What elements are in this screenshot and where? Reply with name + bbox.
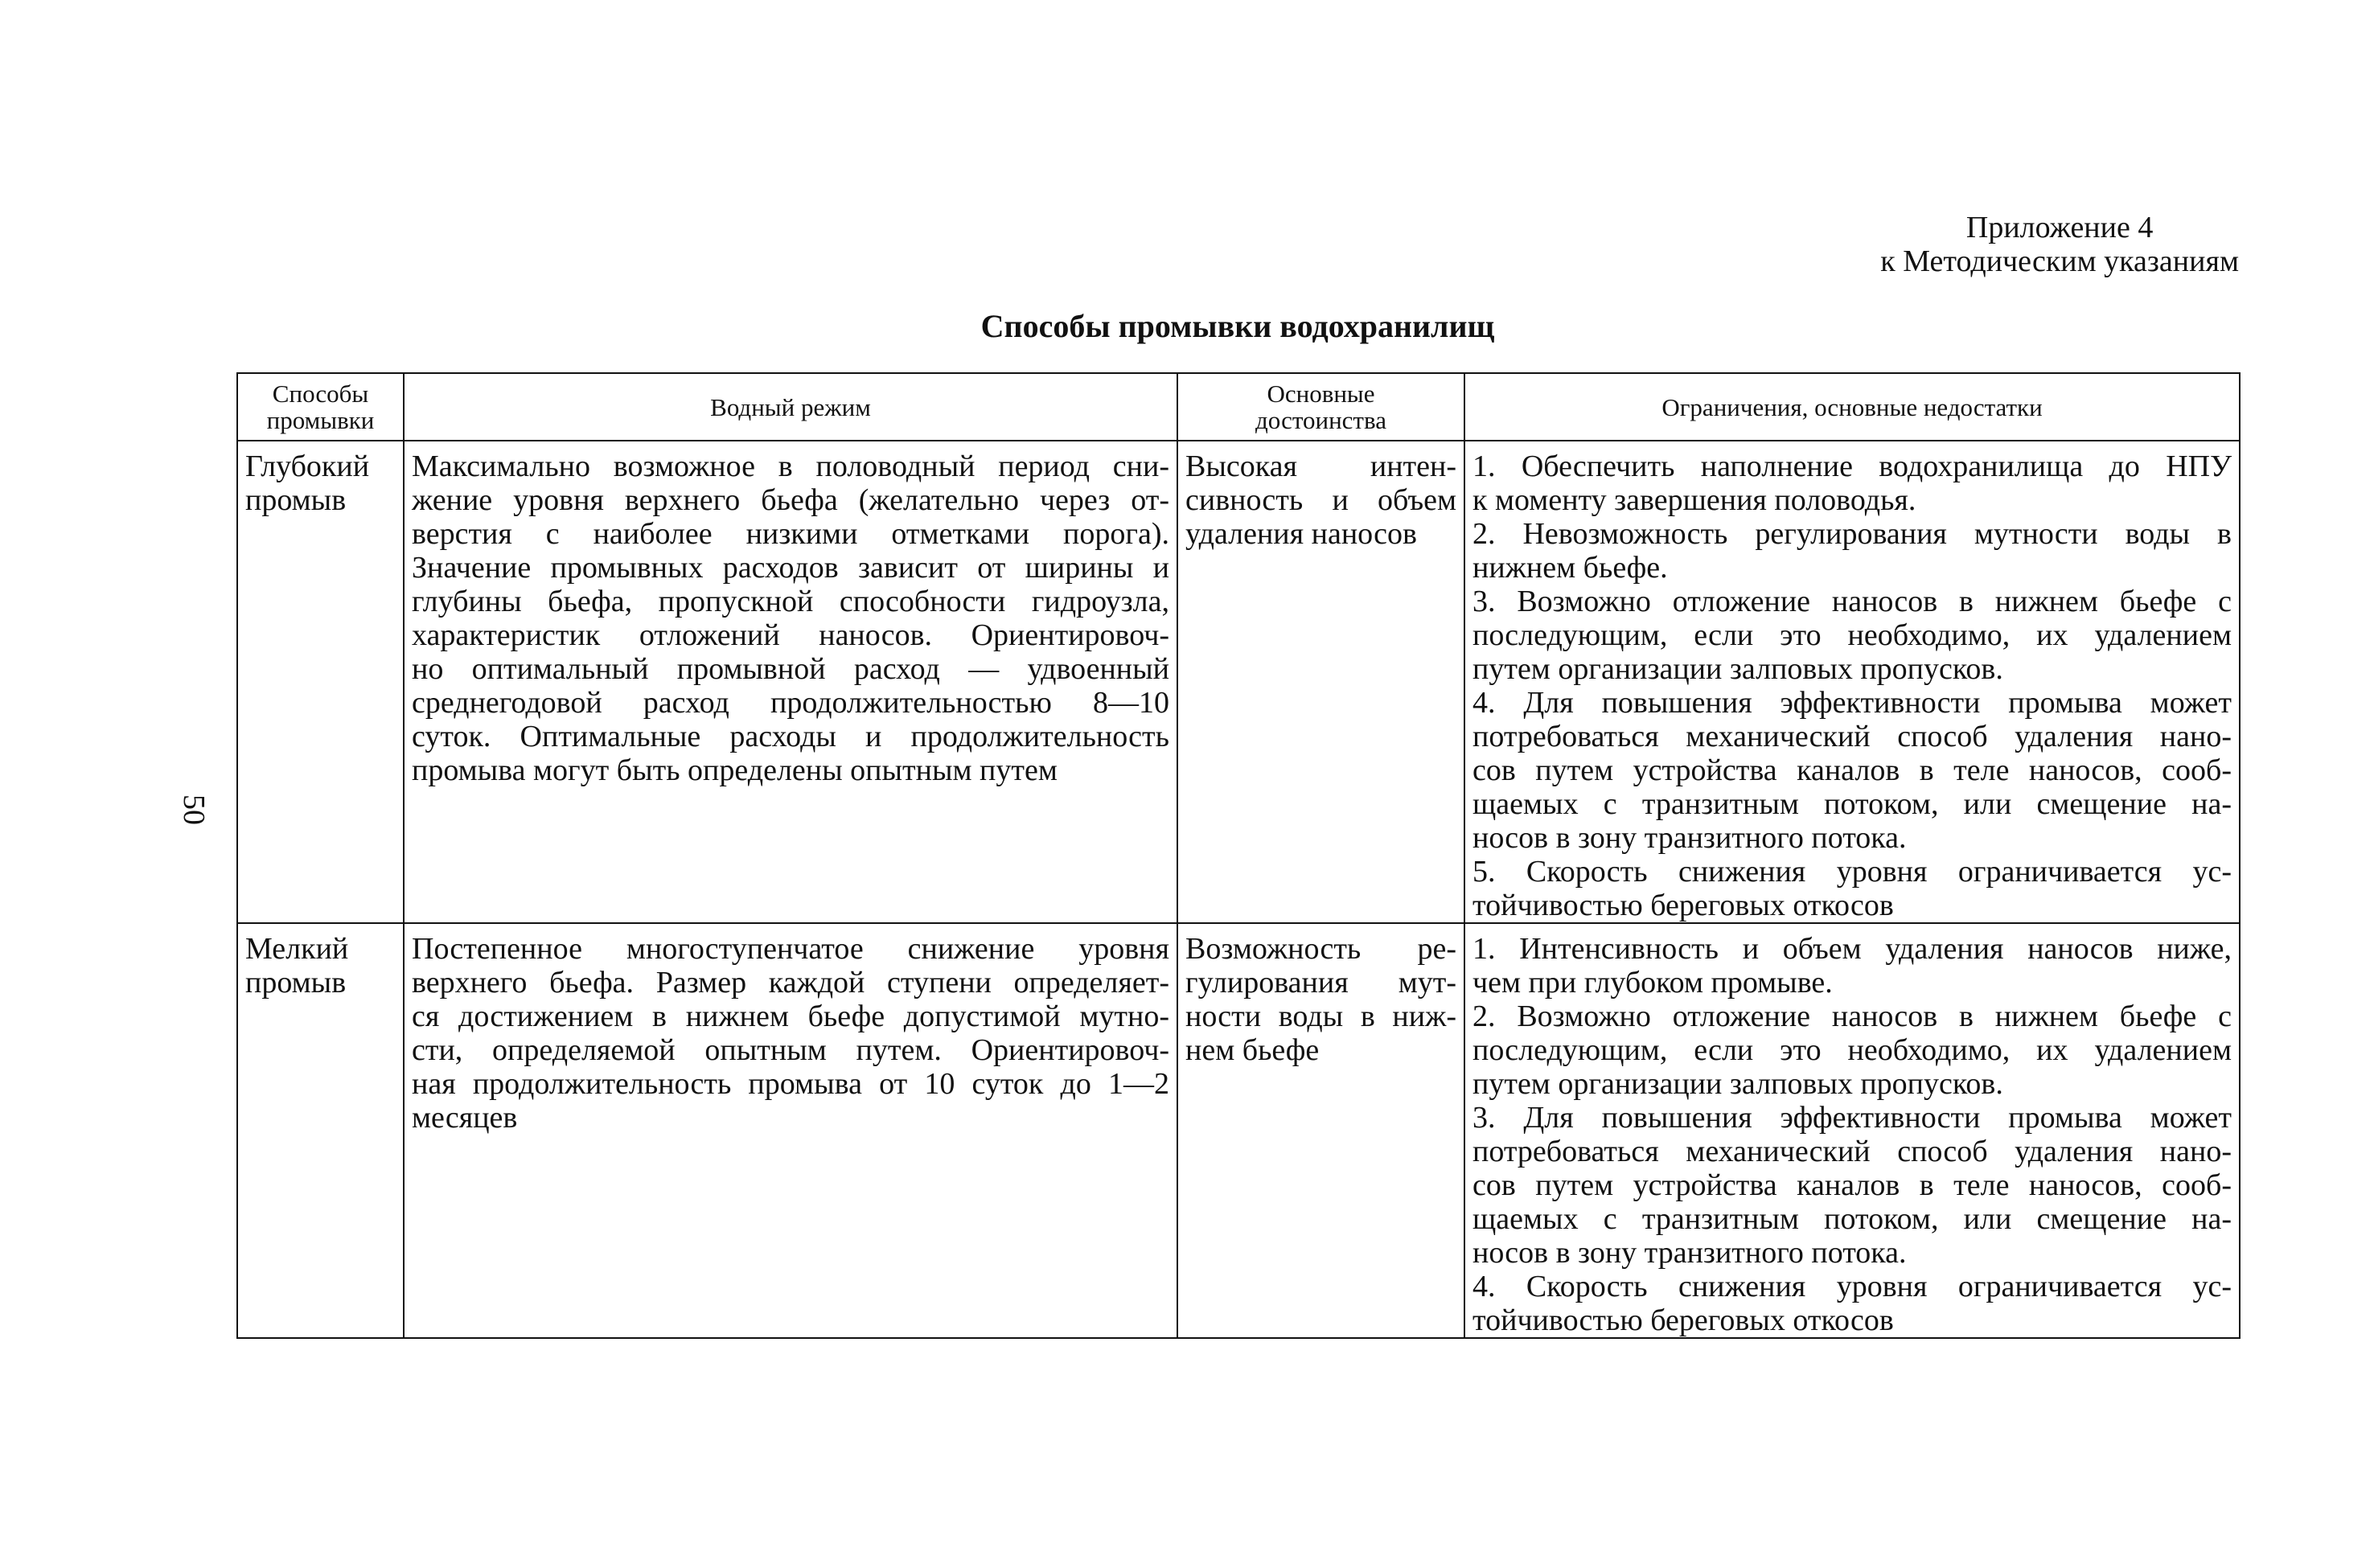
text-line: 2. Возможно отложение наносов в нижнем бьефе с [1472,999,2232,1033]
cell-advantages [1177,923,1464,1338]
text-line: но оптимальный промывной расход — удвоенный [412,652,1169,686]
text-line: последующим, если это необходимо, их удалением [1472,618,2232,652]
limitation-item [1472,932,2232,999]
text-line: 3. Возможно отложение наносов в нижнем бьефе с [1472,585,2232,618]
text-line: чем при глубоком промыве. [1472,966,1833,999]
page-number: 50 [177,794,211,825]
text-line: ся достижением в нижнем бьефе допустимой мутно- [412,999,1169,1033]
paragraph [245,449,396,517]
text-line: тойчивостью береговых откосов [1472,889,1894,922]
limitation-item [1472,449,2232,517]
text-line: верстия с наиболее низкими отметками порога). [412,517,1169,551]
text-line: путем организации залповых пропусков. [1472,1067,2003,1101]
text-line: характеристик отложений наносов. Ориентировоч- [412,618,1169,652]
text-line: сти, определяемой опытным путем. Ориентировоч- [412,1033,1169,1067]
limitation-item [1472,686,2232,855]
cell-water-regime [404,923,1177,1338]
text-line: сов путем устройства каналов в теле наносов, сооб- [1472,1168,2232,1202]
header-limitations [1464,373,2240,441]
text-line: верхнего бьефа. Размер каждой ступени определяет- [412,966,1169,999]
limitation-item [1472,1270,2232,1337]
text-line: ности воды в ниж- [1185,999,1456,1033]
text-line: Возможность ре- [1185,932,1456,966]
appendix-number: Приложение 4 [1965,211,2154,244]
text-line: Глубокий [245,449,370,483]
text-line: к моменту завершения половодья. [1472,483,1916,517]
text-line: глубины бьефа, пропускной способности гидроузла, [412,585,1169,618]
text-line: 4. Скорость снижения уровня ограничивается ус- [1472,1270,2232,1303]
text-line: Мелкий [245,932,349,966]
appendix-reference [1880,211,2239,278]
text-line: Максимально возможное в половодный период сни- [412,449,1169,483]
header-line: достоинства [1255,406,1386,434]
text-line: тойчивостью береговых откосов [1472,1303,1894,1337]
appendix-subtitle: к Методическим указаниям [1880,244,2239,278]
limitation-item [1472,999,2232,1101]
text-line: 2. Невозможность регулирования мутности воды в [1472,517,2232,551]
table-header-row [237,373,2240,441]
paragraph [245,932,396,999]
header-water-regime [404,373,1177,441]
text-line: удаления наносов [1185,517,1417,551]
text-line: месяцев [412,1101,518,1135]
text-line: нем бьефе [1185,1033,1320,1067]
text-line: сов путем устройства каналов в теле наносов, сооб- [1472,753,2232,787]
cell-limitations [1464,923,2240,1338]
limitation-item [1472,855,2232,922]
cell-advantages [1177,441,1464,923]
paragraph [412,932,1169,1135]
text-line: Значение промывных расходов зависит от ширины и [412,551,1169,585]
header-line: Основные [1267,380,1375,408]
text-line: последующим, если это необходимо, их удалением [1472,1033,2232,1067]
text-line: 1. Обеспечить наполнение водохранилища до НПУ [1472,449,2232,483]
header-advantages [1177,373,1464,441]
text-line: сивность и объем [1185,483,1456,517]
text-line: ная продолжительность промыва от 10 суток до 1—2 [412,1067,1169,1101]
cell-method [237,923,404,1338]
text-line: суток. Оптимальные расходы и продолжительность [412,720,1169,753]
cell-limitations [1464,441,2240,923]
text-line: потребоваться механический способ удаления нано- [1472,1135,2232,1168]
text-line: нижнем бьефе. [1472,551,1668,585]
header-line: промывки [266,406,375,434]
header-line: Водный режим [710,392,871,421]
paragraph [412,449,1169,787]
paragraph [1185,449,1456,551]
text-line: потребоваться механический способ удаления нано- [1472,720,2232,753]
flushing-methods-table [236,372,2241,1339]
header-line: Способы [272,380,369,408]
text-line: щаемых с транзитным потоком, или смещение на- [1472,787,2232,821]
text-line: среднегодовой расход продолжительностью 8—10 [412,686,1169,720]
text-line: щаемых с транзитным потоком, или смещение на- [1472,1202,2232,1236]
text-line: носов в зону транзитного потока. [1472,821,1907,855]
limitation-item [1472,1101,2232,1270]
text-line: 3. Для повышения эффективности промыва может [1472,1101,2232,1135]
text-line: жение уровня верхнего бьефа (желательно через от- [412,483,1169,517]
page-title: Способы промывки водохранилищ [980,308,1495,344]
text-line: промыв [245,483,347,517]
table-row [237,441,2240,923]
text-line: Высокая интен- [1185,449,1456,483]
text-line: путем организации залповых пропусков. [1472,652,2003,686]
text-line: 4. Для повышения эффективности промыва может [1472,686,2232,720]
limitation-item [1472,585,2232,686]
text-line: промыв [245,966,347,999]
header-line: Ограничения, основные недостатки [1661,392,2043,421]
cell-water-regime [404,441,1177,923]
paragraph [1185,932,1456,1067]
text-line: промыва могут быть определены опытным путем [412,753,1058,787]
text-line: гулирования мут- [1185,966,1456,999]
limitation-item [1472,517,2232,585]
text-line: 1. Интенсивность и объем удаления наносов ниже, [1472,932,2232,966]
table-row [237,923,2240,1338]
text-line: носов в зону транзитного потока. [1472,1236,1907,1270]
text-line: 5. Скорость снижения уровня ограничивается ус- [1472,855,2232,889]
header-method [237,373,404,441]
text-line: Постепенное многоступенчатое снижение уровня [412,932,1169,966]
cell-method [237,441,404,923]
